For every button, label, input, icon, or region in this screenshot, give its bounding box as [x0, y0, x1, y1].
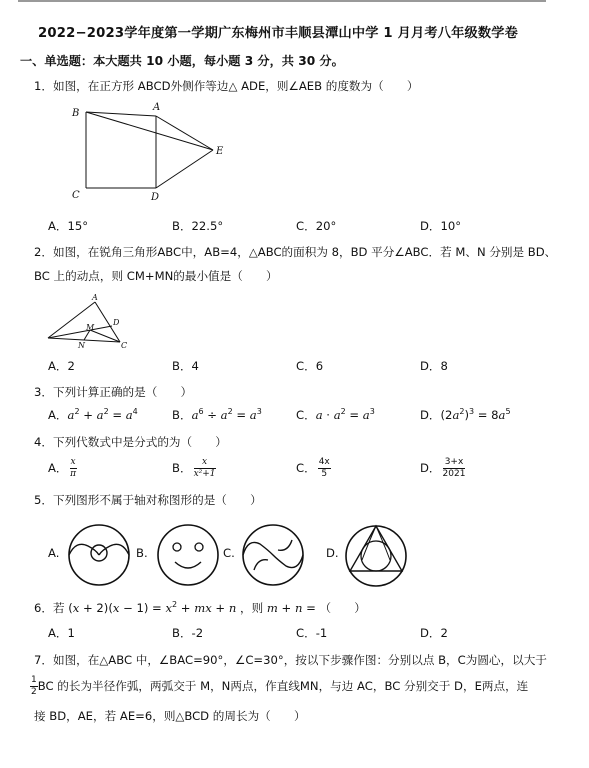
q5-figure-b-smiley	[155, 522, 221, 588]
question-2-stem-line1: 2．如图，在锐角三角形ABC中，AB=4，△ABC的面积为 8，BD 平分∠ABC．若 M、N 分别是 BD、	[34, 245, 557, 259]
q1-option-b: B．22.5°	[172, 219, 224, 233]
top-rule	[18, 0, 546, 2]
q6-option-d: D．2	[420, 626, 448, 640]
question-5-stem: 5．下列图形不属于轴对称图形的是（ ）	[34, 493, 262, 507]
section-heading: 一、单选题：本大题共 10 小题，每小题 3 分，共 30 分。	[20, 54, 344, 68]
q2-option-a: A．2	[48, 359, 75, 373]
q4-option-b: B． $\frac{x}{\text{x²+1}}$	[172, 457, 216, 479]
label-B: B	[72, 108, 80, 119]
q5-option-d-label: D.	[326, 546, 339, 560]
q6-option-a: A．1	[48, 626, 75, 640]
q1-option-c: C．20°	[296, 219, 337, 233]
q5-figure-a	[66, 522, 132, 588]
question-2-figure	[40, 290, 140, 352]
q2-option-c: C．6	[296, 359, 324, 373]
question-1-figure	[60, 100, 240, 210]
q2-option-b: B．4	[172, 359, 199, 373]
q2-option-d: D．8	[420, 359, 448, 373]
question-6-stem: 6．若 $(x + 2)(x - 1) = x^2$ + mx + n ，则 m + n = （ ）	[34, 600, 366, 615]
q3-option-b: B．$a^6 \div a^2 = a^3$	[172, 407, 262, 422]
page-title: 2022−2023学年度第一学期广东梅州市丰顺县潭山中学 1 月月考八年级数学卷	[38, 26, 519, 41]
label-M: M	[86, 323, 95, 332]
q3-option-c: C．$a \cdot a^2 = a^3$	[296, 407, 375, 422]
label-C: C	[72, 190, 80, 201]
question-1-stem: 1．如图，在正方形 ABCD外侧作等边△ ADE，则∠AEB 的度数为（ ）	[34, 79, 419, 93]
label-A: A	[153, 102, 161, 113]
q3-option-a: A．$a^2 + a^2 = a^4$	[48, 407, 138, 422]
question-2-stem-line2: BC 上的动点，则 CM+MN的最小值是（ ）	[34, 269, 278, 283]
q1-option-d: D．10°	[420, 219, 462, 233]
q5-option-c-label: C.	[223, 546, 235, 560]
q6-option-c: C．-1	[296, 626, 328, 640]
question-7-line2: $\frac{1}{2}$ BC 的长为半径作弧，两弧交于 M，N两点，作直线MN，与边 AC，BC 分别交于 D，E两点，连	[31, 675, 529, 697]
label-C: C	[121, 341, 128, 350]
q4-option-d: D． $\frac{3+x}{2021}$	[420, 457, 466, 479]
q5-figure-d	[342, 520, 410, 588]
q4-option-c: C． $\frac{4x}{5}$	[296, 457, 330, 479]
question-7-line1: 7．如图，在△ABC 中，∠BAC=90°，∠C=30°，按以下步骤作图：分别以点 B，C为圆心，以大于	[34, 653, 547, 667]
label-E: E	[216, 146, 224, 157]
q5-figure-c	[240, 522, 306, 588]
q5-option-b-label: B.	[136, 546, 148, 560]
question-7-line3: 接 BD，AE，若 AE=6，则△BCD 的周长为（ ）	[34, 709, 306, 723]
q1-option-a: A．15°	[48, 219, 89, 233]
label-A: A	[92, 293, 98, 302]
label-D: D	[113, 318, 120, 327]
q3-option-d: D．$(2a^2)^3 = 8a^5$	[420, 407, 511, 422]
q5-option-a-label: A.	[48, 546, 60, 560]
q4-option-a: A． $\frac{x}{\pi}$	[48, 457, 77, 479]
q6-option-b: B．-2	[172, 626, 204, 640]
question-4-stem: 4．下列代数式中是分式的为（ ）	[34, 435, 227, 449]
label-N: N	[78, 341, 85, 350]
label-D: D	[151, 192, 160, 203]
question-3-stem: 3．下列计算正确的是（ ）	[34, 385, 193, 399]
